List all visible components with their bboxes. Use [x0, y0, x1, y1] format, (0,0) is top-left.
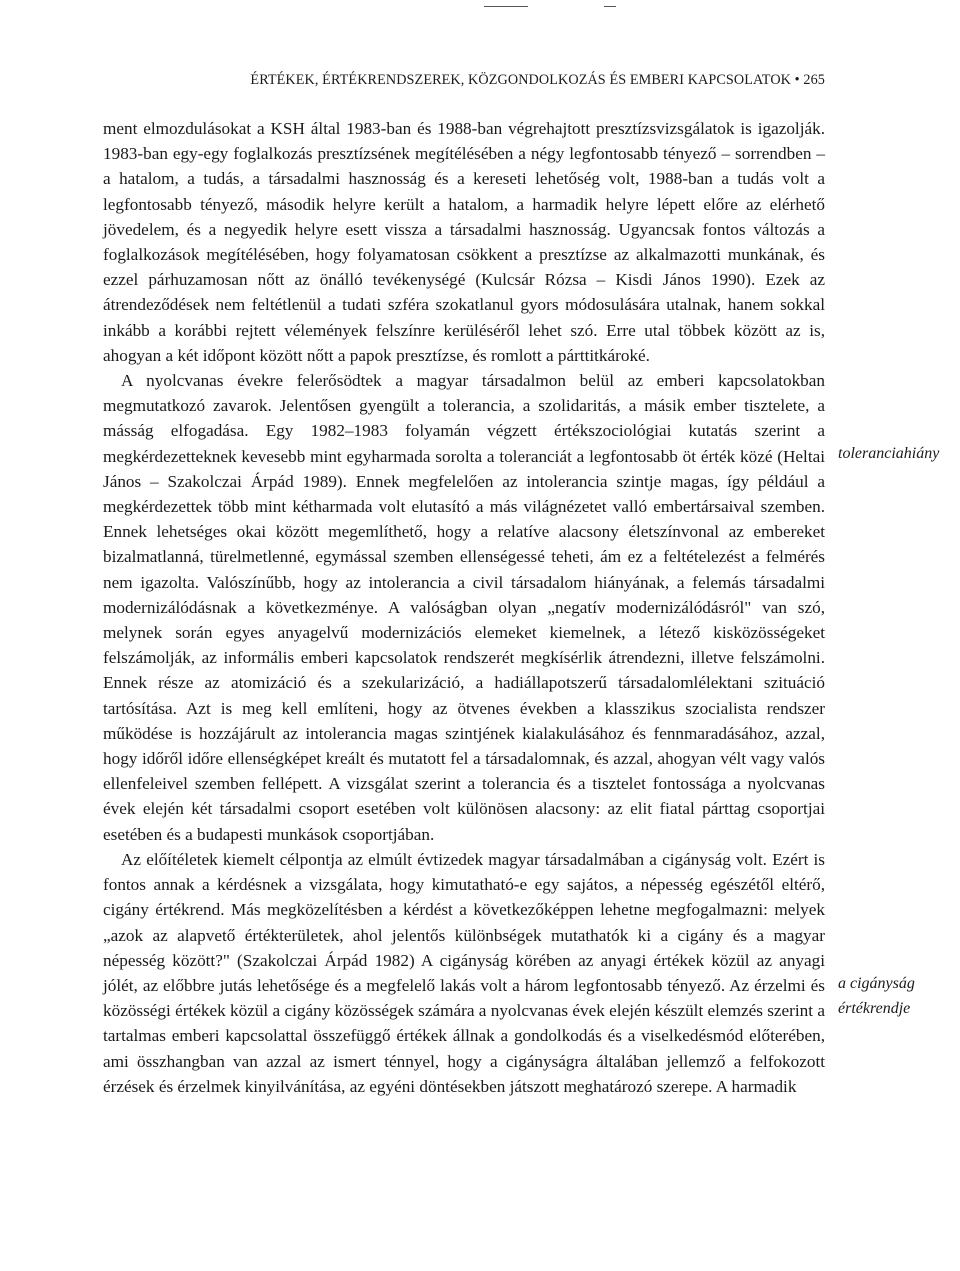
- body-text: [103, 116, 825, 1099]
- margin-note-ciganysag-ertekrendje: [838, 971, 960, 1021]
- running-header: [220, 72, 825, 89]
- paragraph: Az előítéletek kiemelt célpontja az elmúlt évtizedek magyar társadalmában a cigányság volt. Ezért is fontos annak a kérdésnek a vizsgálata, hogy kimutatható-e egy sajátos, a népesség egészétől eltérő, cigány értékrend. Más megközelítésben a kérdést a következőképpen lehetne megfogalmazni: melyek „azok az alapvető értékterületek, ahol jelentős különbségek mutathatók ki a cigány és a magyar népesség között?" (Szakolczai Árpád 1982) A cigányság körében az anyagi értékek közül az anyagi jólét, az előbbre jutás lehetősége és a megfelelő lakás volt a három legfontosabb tényező. Az érzelmi és közösségi értékek közül a cigány közösségek számára a nyolcvanas évek elején készült elemzés szerint a tartalmas emberi kapcsolattal összefüggő értékek állnak a gondolkodás és a viselkedésmód előterében, ami összhangban van azzal az ismert ténnyel, hogy a cigányságra általában jellemző a felfokozott érzések és érzelmek kinyilvánítása, az egyéni döntésekben játszott meghatározó szerepe. A harmadik: [103, 849, 825, 1096]
- running-title: ÉRTÉKEK, ÉRTÉKRENDSZEREK, KÖZGONDOLKOZÁS ÉS EMBERI KAPCSOLATOK: [250, 72, 792, 88]
- header-separator: •: [794, 72, 800, 88]
- margin-note-toleranciahiany: [838, 441, 960, 466]
- scan-mark: [484, 6, 528, 7]
- page-number: 265: [803, 72, 825, 88]
- paragraph: A nyolcvanas évekre felerősödtek a magyar társadalmon belül az emberi kapcsolatokban megmutatkozó zavarok. Jelentősen gyengült a tolerancia, a szolidaritás, a másik ember tisztelete, a másság elfogadása. Egy 1982–1983 folyamán végzett értékszociológiai kutatás szerint a megkérdezetteknek kevesebb mint egyharmada sorolta a toleranciát a legfontosabb öt érték közé (Heltai János – Szakolczai Árpád 1989). Ennek megfelelően az intolerancia szintje magas, így például a megkérdezettek több mint kétharmada volt elutasító a más világnézetet valló embertársaival szemben. Ennek lehetséges okai között megemlíthető, hogy a relatíve alacsony életszínvonal az embereket bizalmatlanná, türelmetlenné, egymással szemben ellenségessé teheti, ám ez a feltételezést a felmérés nem igazolta. Valószínűbb, hogy az intolerancia a civil társadalom hiányának, a felemás társadalmi modernizálódásnak a következménye. A valóságban olyan „negatív modernizálódásról" van szó, melynek során egyes anyagelvű modernizációs elemeket kiemelnek, a létező kisközösségeket felszámolják, az informális emberi kapcsolatok rendszerét megkísérlik átrendezni, illetve felszámolni. Ennek része az atomizáció és a szekularizáció, a hadiállapotszerű társadalomlélektani szituáció tartósítása. Azt is meg kell említeni, hogy az ötvenes években a klasszikus szocialista rendszer működése is hozzájárult az intolerancia magas szintjének kialakulásához és fennmaradásához, azzal, hogy időről időre ellenségképet kreált és mutatott fel a társadalomnak, és azzal, ahogyan vélt vagy valós ellenfeleivel szemben fellépett. A vizsgálat szerint a tolerancia és a tisztelet fontossága a nyolcvanas évek elején két társadalmi csoport esetében volt különösen alacsony: az elit fiatal párttag csoportjai esetében és a budapesti munkások csoportjában.: [103, 371, 825, 844]
- scan-mark: [604, 6, 616, 7]
- margin-note-line: toleranciahiány: [838, 445, 940, 462]
- margin-note-line: a cigányság: [838, 975, 915, 992]
- margin-note-line: értékrendje: [838, 1000, 911, 1018]
- paragraph: ment elmozdulásokat a KSH által 1983-ban és 1988-ban végrehajtott presztízsvizsgálatok is igazolják. 1983-ban egy-egy foglalkozás presztízsének megítélésében a négy legfontosabb tényező – sorrendben – a hatalom, a tudás, a társadalmi hasznosság és a kereseti lehetőség volt, 1988-ban a tudás volt a legfontosabb tényező, második helyre került a hatalom, a harmadik helyre lépett előre az elérhető jövedelem, és a negyedik helyre esett vissza a társadalmi hasznosság. Ugyancsak fontos változás a foglalkozások megítélésében, hogy folyamatosan csökkent a presztízse az alkalmazotti munkának, és ezzel párhuzamosan nőtt az önálló tevékenységé (Kulcsár Rózsa – Kisdi János 1990). Ezek az átrendeződések nem feltétlenül a tudati szféra szokatlanul gyors módosulására utalnak, hanem sokkal inkább a korábbi rejtett vélemények felszínre kerüléséről lehet szó. Erre utal többek között az is, ahogyan a két időpont között nőtt a papok presztízse, és romlott a párttitkároké.: [103, 119, 825, 365]
